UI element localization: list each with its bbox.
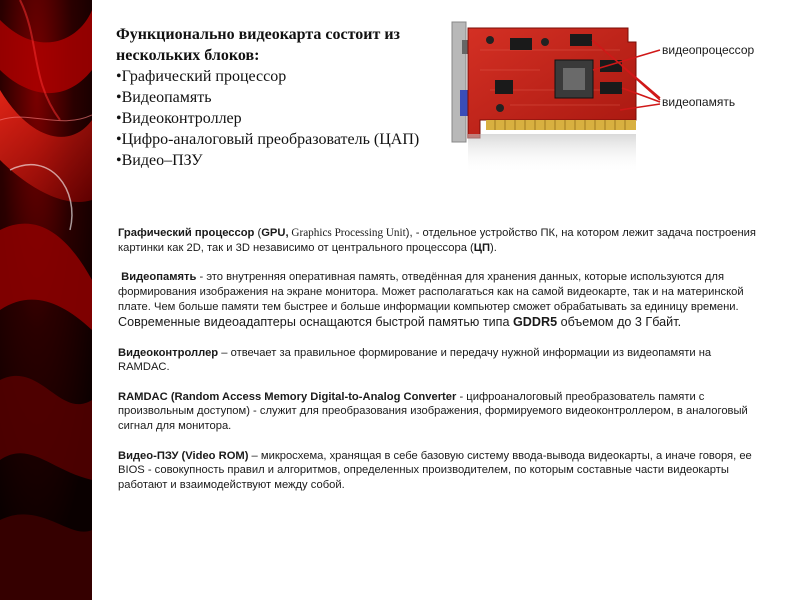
text-gpu-cp-open: (: [466, 241, 474, 254]
bullet-text: Видеоконтроллер: [121, 110, 242, 127]
text-memory-2: Современные видеоадаптеры оснащаются быстрой памятью типа: [118, 314, 513, 329]
bullet-item: [116, 66, 446, 87]
memory-chip: [510, 38, 532, 50]
definition-gpu: [118, 226, 758, 255]
memory-chip: [495, 80, 513, 94]
capacitor: [541, 38, 549, 46]
term-controller: Видеоконтроллер: [118, 346, 219, 359]
term-rom: Видео-ПЗУ (Video ROM): [118, 449, 249, 462]
bullet-text: Цифро-аналоговый преобразователь (ЦАП): [121, 131, 420, 148]
capacitor: [486, 36, 494, 44]
text-memory-3: объемом до 3 Гбайт.: [557, 314, 682, 329]
bullet-text: Графический процессор: [121, 68, 287, 85]
definition-controller: [118, 346, 758, 375]
term-ramdac: RAMDAC (Random Access Memory Digital-to-Analog Converter: [118, 390, 457, 403]
text-gpu-paren: (: [254, 227, 262, 239]
definition-rom: [118, 449, 758, 493]
decorative-art-panel: [0, 0, 92, 600]
term-gpu: Графический процессор: [118, 227, 255, 239]
text-gpu: ), - отдельное устройство ПК, на котором лежит задача построения картинки как 2D, так и 3D независимо от центрального процессора: [118, 227, 756, 254]
text-rom: – микросхема, хранящая в себе базовую систему ввода-вывода видеокарты, а иначе говоря, ее BIOS - совокупность правил и алгоритмов, определенных производителем, по которым составные части видеокарты работают и взаимодействуют между собой.: [118, 449, 752, 491]
label-gpu: видеопроцессор: [662, 43, 755, 57]
bullet-item: [116, 87, 446, 108]
capacitor: [496, 104, 504, 112]
text-controller: – отвечает за правильное формирование и передачу нужной информации из видеопамяти на RAMDAC.: [118, 346, 712, 374]
intro-title-line1: Функционально видеокарта состоит из: [116, 26, 400, 43]
bullet-item: [116, 129, 446, 150]
term-memory: Видеопамять: [121, 271, 197, 284]
text-ramdac: - цифроаналоговый преобразователь памяти с произвольным доступом) - служит для преобразования изображения, формируемого видеоконтроллером, в аналоговый сигнал для монитора.: [118, 390, 748, 432]
abbr-gpu: GPU,: [261, 227, 289, 239]
bullet-text: Видео–ПЗУ: [121, 152, 203, 169]
text-memory: - это внутренняя оперативная память, отведённая для хранения данных, которые используются для формирования изображения на экране монитора. Может располагаться как на самой видеокарте, так и на материнской плате. Чем больше памяти тем быстрее и больше информации компьютер сможет обрабатывать за единицу времени.: [118, 271, 744, 314]
bullet-item: [116, 150, 446, 171]
gpu-full-name: Graphics Processing Unit: [288, 227, 406, 239]
definition-ramdac: [118, 390, 758, 434]
video-card-figure: [450, 20, 780, 190]
term-gddr5: GDDR5: [512, 314, 558, 329]
memory-chip: [600, 82, 622, 94]
definitions-block: [118, 226, 758, 507]
intro-block: [116, 24, 446, 171]
decorative-swirl-graphic: [0, 0, 92, 600]
gpu-die: [563, 68, 585, 90]
abbr-cp: ЦП: [473, 241, 491, 254]
agp-connector: [486, 120, 636, 130]
card-reflection: [468, 134, 636, 174]
label-memory: видеопамять: [662, 95, 736, 109]
definition-memory: [118, 270, 758, 330]
video-card-illustration: [450, 20, 780, 190]
memory-chip: [570, 34, 592, 46]
text-gpu-cp-close: ).: [490, 241, 497, 254]
bullet-item: [116, 108, 446, 129]
bullet-text: Видеопамять: [121, 89, 212, 106]
intro-title-line2: нескольких блоков:: [116, 47, 260, 64]
